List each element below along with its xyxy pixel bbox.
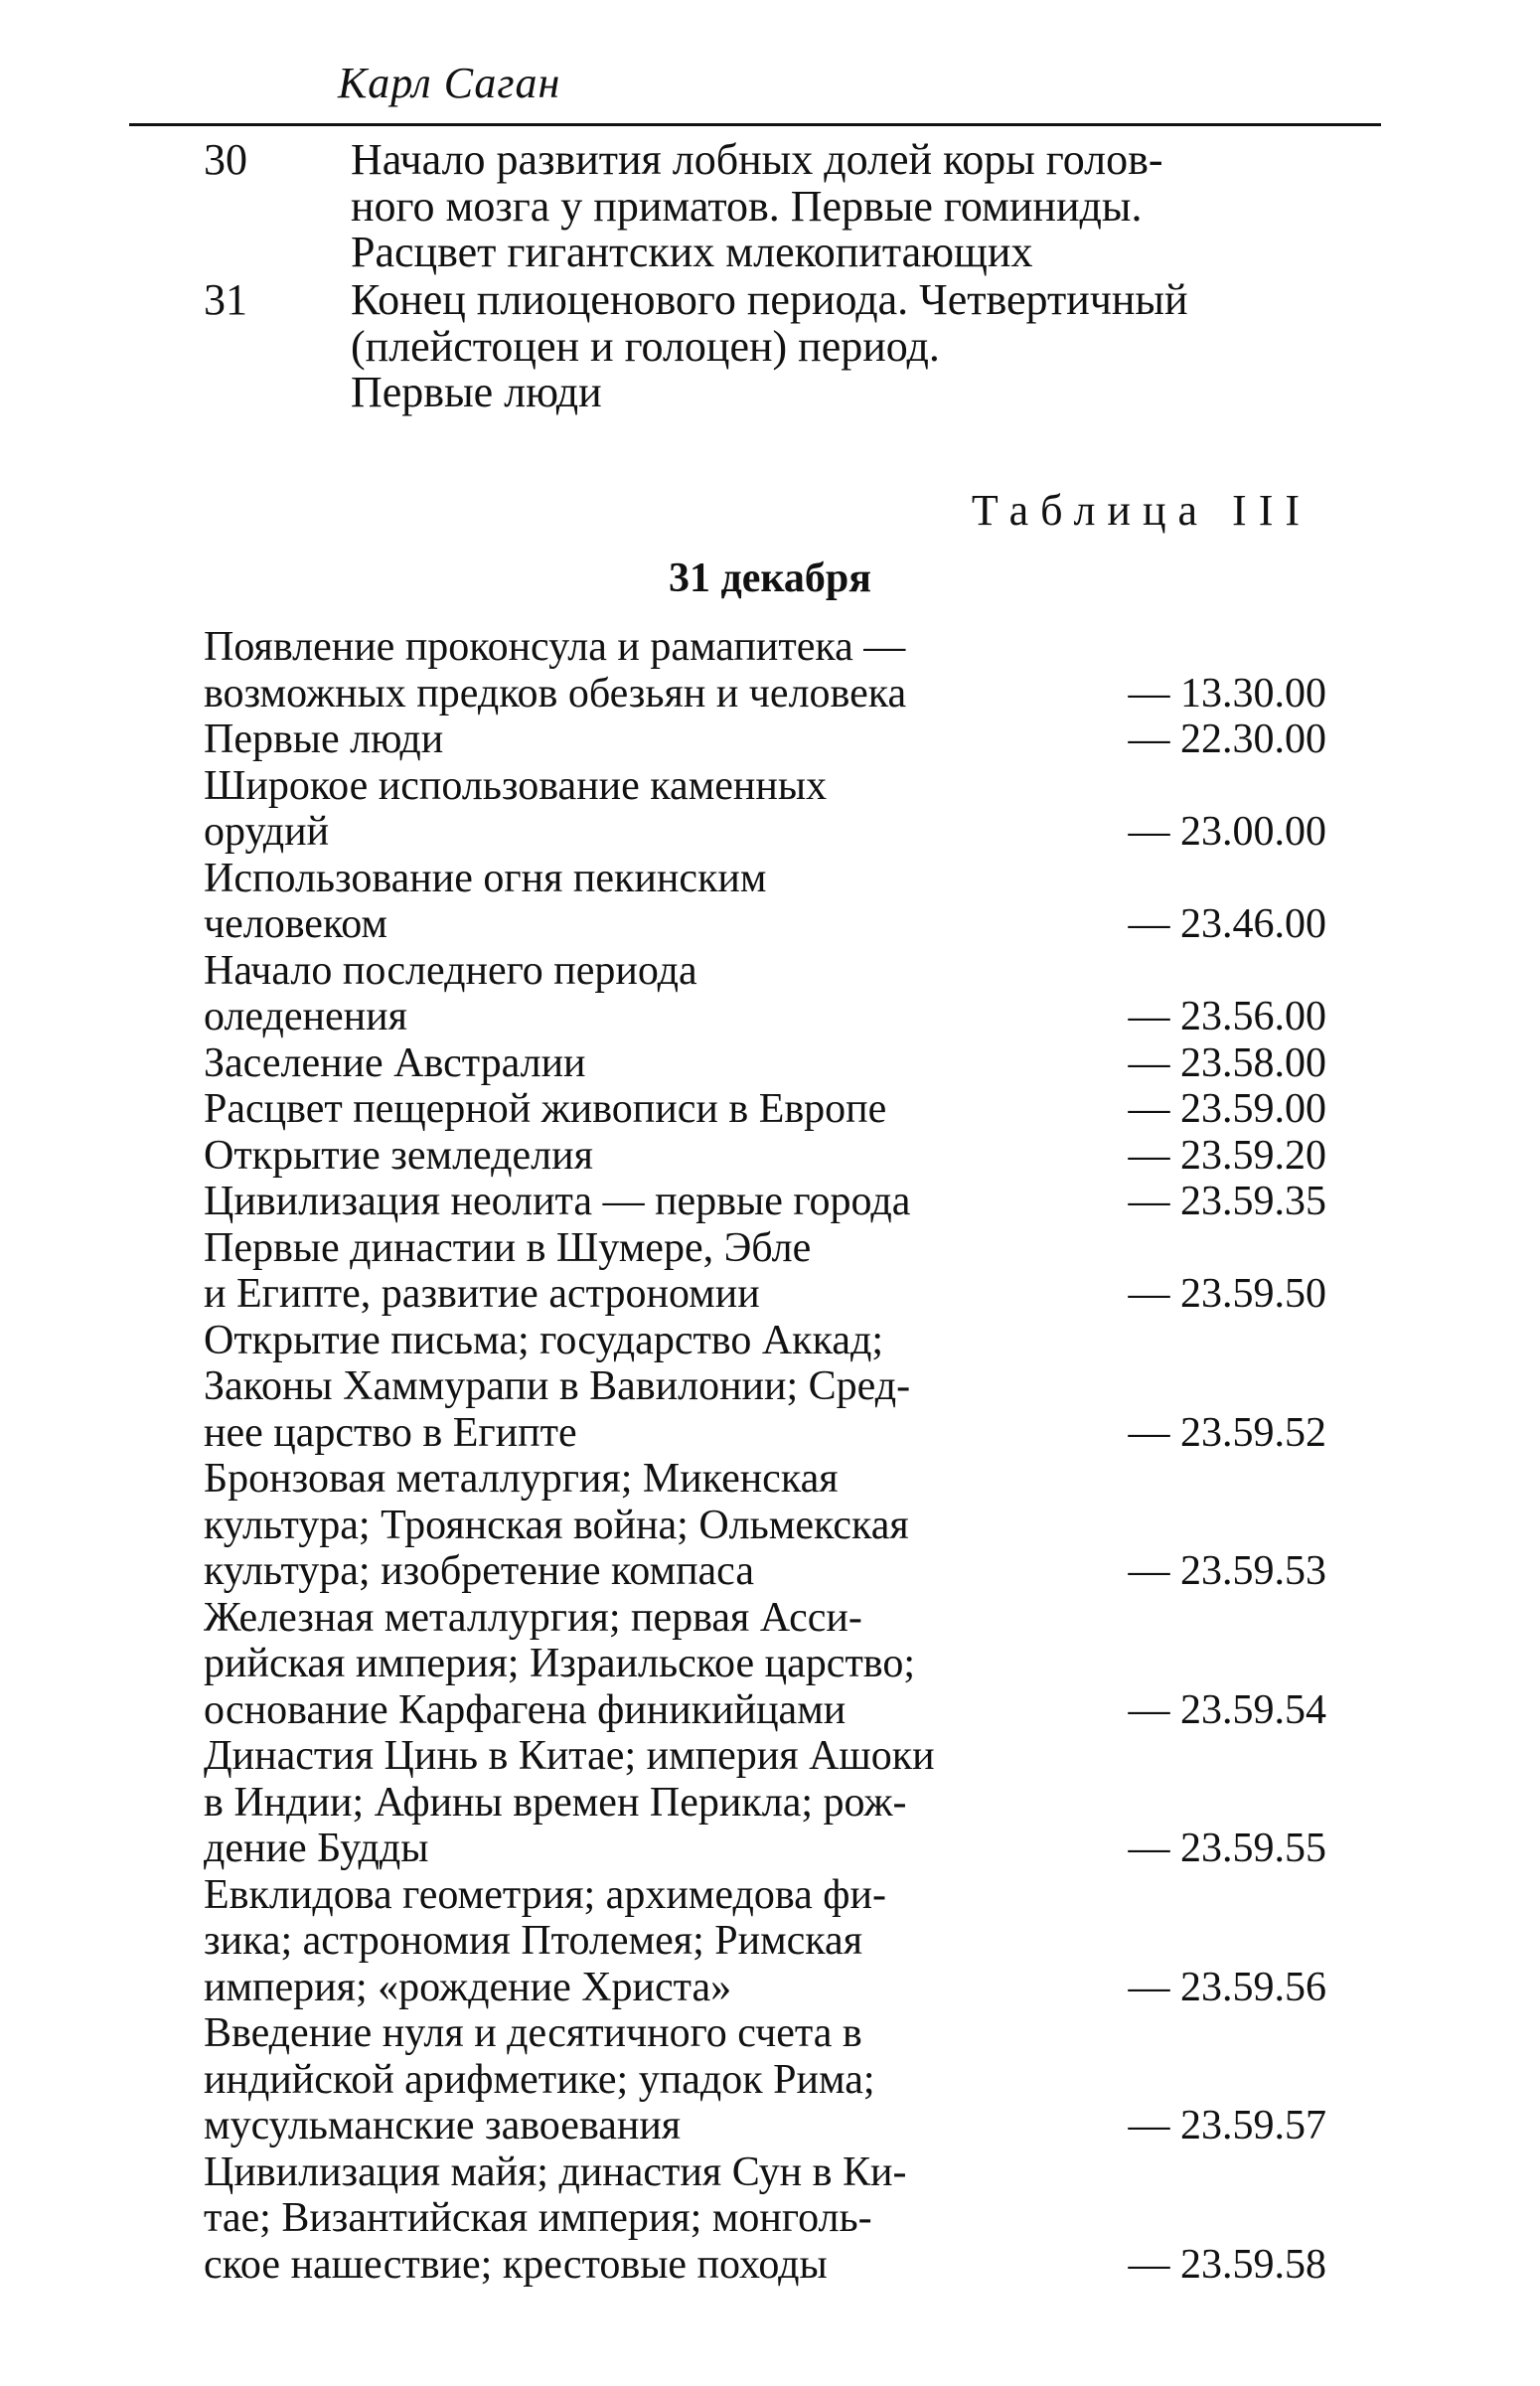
event-description <box>204 948 1068 1040</box>
event-time: — 23.59.00 <box>1128 1086 1326 1132</box>
event-description-line: и Египте, развитие астрономии <box>204 1271 760 1317</box>
event-time: — 22.30.00 <box>1128 716 1326 762</box>
event-description <box>204 1733 1068 1872</box>
event-description <box>204 856 1068 948</box>
running-head: Карл Саган <box>338 59 561 107</box>
event-description-line: Использование огня пекинским <box>204 855 767 901</box>
event-description-line: в Индии; Афины времен Перикла; рож- <box>204 1779 907 1826</box>
era-number: 31 <box>204 275 247 324</box>
event-time: — 23.58.00 <box>1128 1039 1326 1086</box>
table-row <box>204 1456 1326 1595</box>
table-row <box>204 1133 1326 1180</box>
table-row <box>204 1040 1326 1087</box>
event-time: — 23.59.56 <box>1128 1964 1326 2010</box>
event-time: — 13.30.00 <box>1128 670 1326 716</box>
header-rule <box>129 123 1381 126</box>
table-row <box>204 1318 1326 1457</box>
event-description-line: индийской арифметике; упадок Рима; <box>204 2056 875 2103</box>
event-time: — 23.59.50 <box>1128 1271 1326 1317</box>
table-row <box>204 1733 1326 1872</box>
table-row <box>204 2149 1326 2289</box>
event-description-line: Династия Цинь в Китае; империя Ашоки <box>204 1733 935 1779</box>
event-description <box>204 1040 1068 1087</box>
event-description-line: орудий <box>204 809 330 855</box>
table-row <box>204 624 1326 716</box>
event-description <box>204 1872 1068 2011</box>
event-description <box>204 2010 1068 2149</box>
event-description-line: Появление проконсула и рамапитека — <box>204 624 906 670</box>
event-description-line: рийская империя; Израильское царство; <box>204 1641 916 1686</box>
table-row <box>204 1595 1326 1734</box>
event-description-line: Законы Хаммурапи в Вавилонии; Сред- <box>204 1363 911 1409</box>
event-description-line: мусульманские завоевания <box>204 2103 682 2148</box>
event-description-line: культура; Троянская война; Ольмекская <box>204 1502 909 1548</box>
event-time: — 23.59.58 <box>1128 2241 1326 2288</box>
event-description-line: Цивилизация майя; династия Сун в Ки- <box>204 2148 907 2195</box>
event-time: — 23.59.57 <box>1128 2103 1326 2148</box>
event-description-line: Расцвет пещерной живописи в Европе <box>204 1086 887 1132</box>
table-row <box>204 1086 1326 1133</box>
table-row <box>204 1872 1326 2011</box>
table-row <box>204 856 1326 948</box>
event-time: — 23.59.55 <box>1128 1826 1326 1871</box>
timeline-table <box>204 624 1326 2288</box>
table-row <box>204 2010 1326 2149</box>
event-time: — 23.59.35 <box>1128 1179 1326 1224</box>
event-description-line: Открытие письма; государство Аккад; <box>204 1317 884 1363</box>
event-time: — 23.59.53 <box>1128 1548 1326 1594</box>
event-description-line: Бронзовая металлургия; Микенская <box>204 1456 839 1502</box>
event-time: — 23.56.00 <box>1128 994 1326 1039</box>
table-row <box>204 716 1326 763</box>
event-description-line: Первые династии в Шумере, Эбле <box>204 1224 812 1271</box>
event-time: — 23.59.20 <box>1128 1132 1326 1179</box>
event-description <box>204 1225 1068 1318</box>
table-label: Таблица III <box>971 486 1311 535</box>
era-text-line: Первые люди <box>351 368 602 416</box>
event-description <box>204 1456 1068 1595</box>
era-number: 30 <box>204 135 247 184</box>
era-text <box>351 277 1314 416</box>
era-text-line: Расцвет гигантских млекопитающих <box>351 228 1033 276</box>
era-text-line: (плейстоцен и голоцен) период. <box>351 321 940 371</box>
table-row <box>204 1179 1326 1225</box>
event-description-line: Первые люди <box>204 716 444 762</box>
event-description-line: Введение нуля и десятичного счета в <box>204 2010 862 2056</box>
event-description-line: человеком <box>204 901 388 947</box>
era-text <box>351 137 1314 276</box>
event-description-line: Железная металлургия; первая Асси- <box>204 1594 862 1641</box>
event-description-line: Евклидова геометрия; архимедова фи- <box>204 1871 886 1918</box>
event-description <box>204 2149 1068 2289</box>
event-description-line: Цивилизация неолита — первые города <box>204 1179 911 1224</box>
event-description-line: Начало последнего периода <box>204 947 697 994</box>
event-description <box>204 1318 1068 1457</box>
event-description <box>204 1179 1068 1225</box>
event-description <box>204 1595 1068 1734</box>
event-description-line: Открытие земледелия <box>204 1132 593 1179</box>
era-row <box>204 277 1326 416</box>
event-description-line: империя; «рождение Христа» <box>204 1964 732 2010</box>
event-time: — 23.59.54 <box>1128 1686 1326 1733</box>
event-time: — 23.59.52 <box>1128 1409 1326 1456</box>
event-description-line: дение Будды <box>204 1826 429 1871</box>
event-time: — 23.00.00 <box>1128 809 1326 855</box>
event-description <box>204 1133 1068 1180</box>
event-description-line: зика; астрономия Птолемея; Римская <box>204 1918 863 1964</box>
event-description <box>204 716 1068 763</box>
event-description <box>204 624 1068 716</box>
event-time: — 23.46.00 <box>1128 901 1326 947</box>
table-row <box>204 763 1326 856</box>
event-description-line: нее царство в Египте <box>204 1409 577 1456</box>
era-text-line: Конец плиоценового периода. Четвертичный <box>351 275 1188 324</box>
event-description <box>204 1086 1068 1133</box>
event-description-line: основание Карфагена финикийцами <box>204 1686 847 1733</box>
event-description-line: ское нашествие; крестовые походы <box>204 2241 828 2288</box>
era-text-line: ного мозга у приматов. Первые гоминиды. <box>351 181 1143 231</box>
table-row <box>204 1225 1326 1318</box>
event-description <box>204 763 1068 856</box>
table-title: 31 декабря <box>668 556 872 601</box>
era-text-line: Начало развития лобных долей коры голов- <box>351 135 1163 184</box>
event-description-line: оледенения <box>204 994 407 1039</box>
event-description-line: тае; Византийская империя; монголь- <box>204 2195 872 2241</box>
era-row <box>204 137 1326 276</box>
event-description-line: культура; изобретение компаса <box>204 1548 754 1594</box>
event-description-line: Широкое использование каменных <box>204 762 828 809</box>
table-row <box>204 948 1326 1040</box>
event-description-line: Заселение Австралии <box>204 1039 586 1086</box>
event-description-line: возможных предков обезьян и человека <box>204 670 907 716</box>
